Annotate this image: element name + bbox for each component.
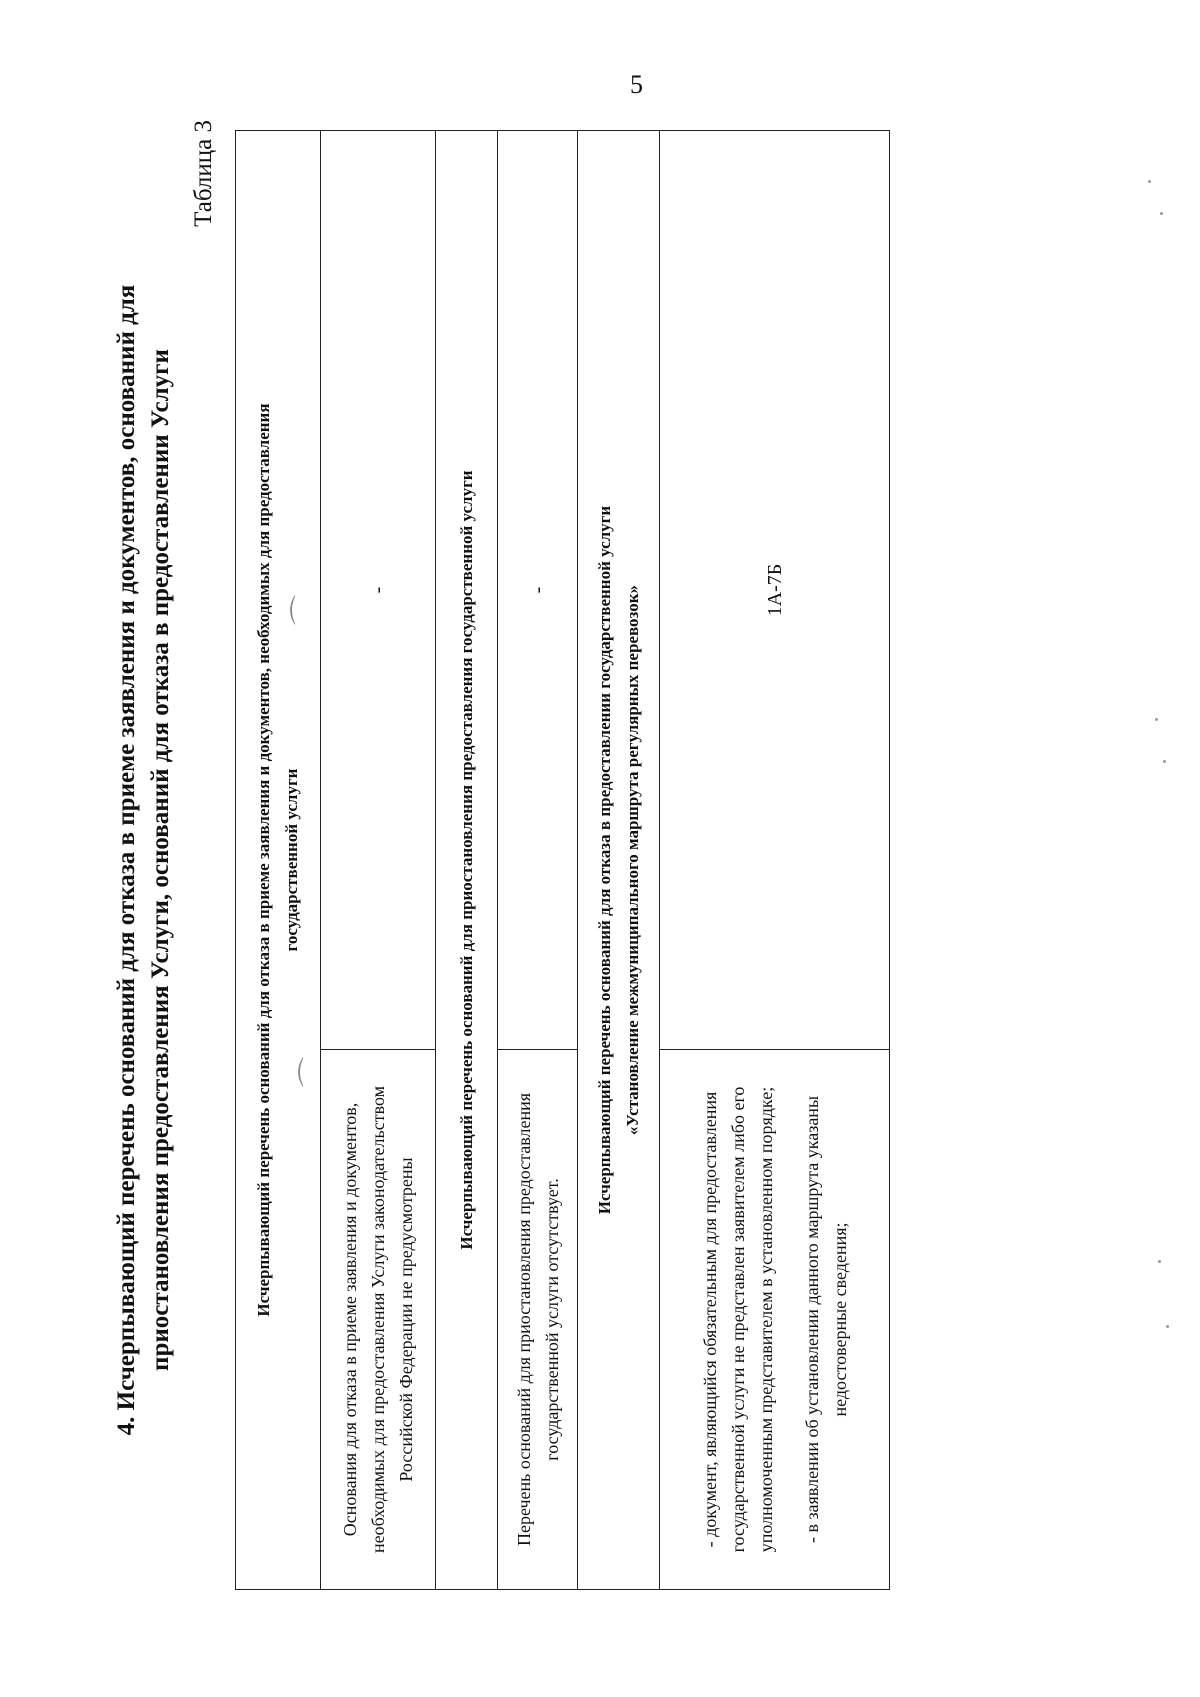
section-3-header-line-2: «Установление межмуниципального маршрута регулярных перевозок»: [622, 584, 642, 1136]
scan-speck: [1160, 212, 1163, 215]
section-2-code-cell: -: [498, 131, 578, 1050]
scan-speck: [1155, 718, 1158, 721]
refusal-ground-1: - документ, являющийся обязательным для предоставления государственной услуги не представлен заявителем либо его уполномоченным представителем в установленном порядке;: [699, 1086, 776, 1553]
section-3-header-line-1: Исчерпывающий перечень оснований для отказа в предоставлении государственной услуги: [594, 505, 614, 1215]
section-3-grounds-cell: [660, 1050, 890, 1590]
scan-mark: ⌒: [290, 595, 323, 625]
page-number: 5: [630, 70, 643, 99]
section-1-header-line-2: государственной услуги: [282, 768, 301, 952]
heading-line-1: 4. Исчерпывающий перечень оснований для отказа в приеме заявления и документов, оснований для: [113, 284, 140, 1436]
refusal-ground-2: - в заявлении об установлении данного маршрута указаны недостоверные сведения;: [801, 1095, 850, 1544]
section-heading: [110, 120, 178, 1600]
section-1-header-line-1: Исчерпывающий перечень оснований для отказа в приеме заявления и документов, необходимых для предоставления: [254, 403, 273, 1317]
scan-mark: ⌒: [298, 1057, 331, 1087]
section-1-code-cell: -: [321, 131, 436, 1050]
section-2-grounds-cell: Перечень оснований для приостановления предоставления государственной услуги отсутствует.: [498, 1050, 578, 1590]
grounds-table: [235, 130, 890, 1590]
scan-speck: [1163, 760, 1166, 763]
table-caption: Таблица 3: [190, 120, 217, 227]
section-2-header: Исчерпывающий перечень оснований для приостановления предоставления государственной услуги: [436, 131, 498, 1590]
section-3-header: [578, 131, 660, 1590]
section-1-grounds-cell: Основания для отказа в приеме заявления и документов, необходимых для предоставления Услуги законодательством Российской Федерации не предусмотрены: [321, 1050, 436, 1590]
scan-speck: [1158, 1260, 1161, 1263]
scan-speck: [1166, 1325, 1169, 1328]
rotated-page-content: [100, 120, 900, 1600]
scan-speck: [1148, 180, 1151, 183]
section-1-header: [236, 131, 321, 1590]
heading-line-2: приостановления предоставления Услуги, оснований для отказа в предоставлении Услуги: [147, 349, 174, 1371]
section-3-code-cell: 1А-7Б: [660, 131, 890, 1050]
